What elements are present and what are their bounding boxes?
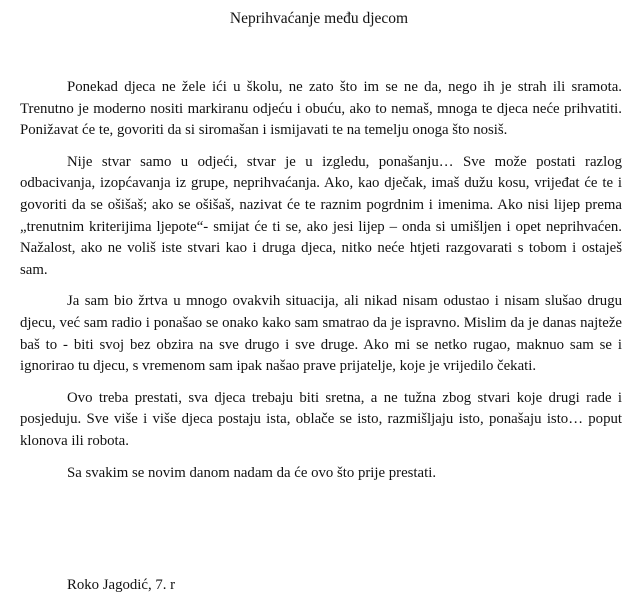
paragraph-1: Ponekad djeca ne žele ići u školu, ne zato što im se ne da, nego ih je strah ili sramota. Trenutno je moderno nositi markiranu odjeću i obuću, ako to nemaš, mnoga te djeca neće prihvatiti. Ponižavat će te, govoriti da si siromašan i ismijavati te na temelju onoga što nosiš. [20,79,622,139]
paragraph-2: Nije stvar samo u odjeći, stvar je u izgledu, ponašanju… Sve može postati razlog odbacivanja, izopćavanja iz grupe, neprihvaćanja. Ako, kao dječak, imaš dužu kosu, vrijeđat će te i govoriti da se ošišaš; ako se ošišaš, nazivat će te raznim pogrdnim i imenima. Ako nisi lijep prema „trenutnim kriterijima ljepote“- smijat će ti se, ako jesi lijep – onda si umišljen i opet neprihvaćen. Nažalost, ako ne voliš iste stvari kao i druga djeca, nitko neće htjeti razgovarati s tobom i ostaješ sam. [20,153,622,278]
document-body [20,77,622,494]
paragraph-3: Ja sam bio žrtva u mnogo ovakvih situacija, ali nikad nisam odustao i nisam slušao drugu djecu, već sam radio i ponašao se onako kako sam smatrao da je ispravno. Mislim da je danas najteže baš to - biti svoj bez obzira na sve drugo i sve druge. Ako mi se netko rugao, maknuo sam se i ignorirao tu djecu, s vremenom sam ipak našao prave prijatelje, koje je vrijedilo čekati. [20,293,622,375]
author-signature: Roko Jagodić, 7. r [67,577,176,593]
paragraph-4: Ovo treba prestati, sva djeca trebaju biti sretna, a ne tužna zbog stvari koje drugi rade i posjeduju. Sve više i više djeca postaju ista, oblače se isto, razmišljaju isto, ponašaju isto… poput klonova ili robota. [20,389,622,449]
document-title: Neprihvaćanje među djecom [229,10,409,27]
paragraph-5: Sa svakim se novim danom nadam da će ovo što prije prestati. [67,464,437,481]
